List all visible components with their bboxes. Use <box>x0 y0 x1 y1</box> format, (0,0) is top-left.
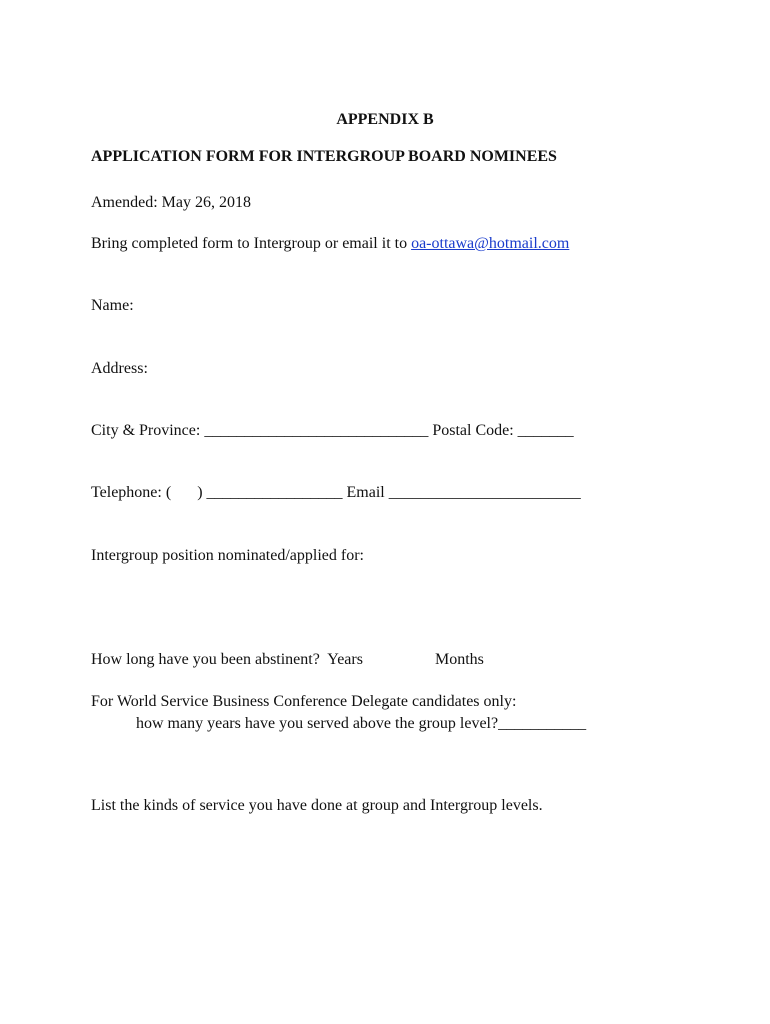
city-province-label: City & Province: <box>91 422 205 439</box>
appendix-heading: APPENDIX B <box>336 111 434 128</box>
form-title: APPLICATION FORM FOR INTERGROUP BOARD NOMINEES <box>91 148 557 165</box>
postal-code-label: Postal Code: <box>428 422 518 439</box>
email-blank[interactable]: ________________________ <box>388 484 581 501</box>
delegate-question-row <box>136 714 586 734</box>
telephone-close-paren: ) <box>197 484 203 501</box>
service-label: List the kinds of service you have done at group and Intergroup levels. <box>91 797 543 814</box>
address-label: Address: <box>91 360 148 377</box>
email-link[interactable]: oa-ottawa@hotmail.com <box>411 235 570 252</box>
delegate-label: For World Service Business Conference Delegate candidates only: <box>91 693 517 710</box>
postal-code-blank[interactable]: _______ <box>517 422 574 439</box>
telephone-label: Telephone: ( <box>91 484 172 501</box>
amended-date: Amended: May 26, 2018 <box>91 194 251 211</box>
telephone-blank[interactable]: _________________ <box>206 484 343 501</box>
city-province-row <box>91 421 574 441</box>
city-province-blank[interactable]: ____________________________ <box>204 422 429 439</box>
delegate-question: how many years have you served above the group level? <box>136 715 499 732</box>
instructions-prefix: Bring completed form to Intergroup or email it to <box>91 235 412 252</box>
position-label: Intergroup position nominated/applied for: <box>91 547 364 564</box>
email-label: Email <box>342 484 389 501</box>
delegate-years-blank[interactable]: ___________ <box>498 715 587 732</box>
months-label: Months <box>435 651 484 668</box>
instructions-text <box>91 234 569 254</box>
abstinent-label: How long have you been abstinent? Years <box>91 651 363 668</box>
name-label: Name: <box>91 297 134 314</box>
telephone-row <box>91 483 581 503</box>
